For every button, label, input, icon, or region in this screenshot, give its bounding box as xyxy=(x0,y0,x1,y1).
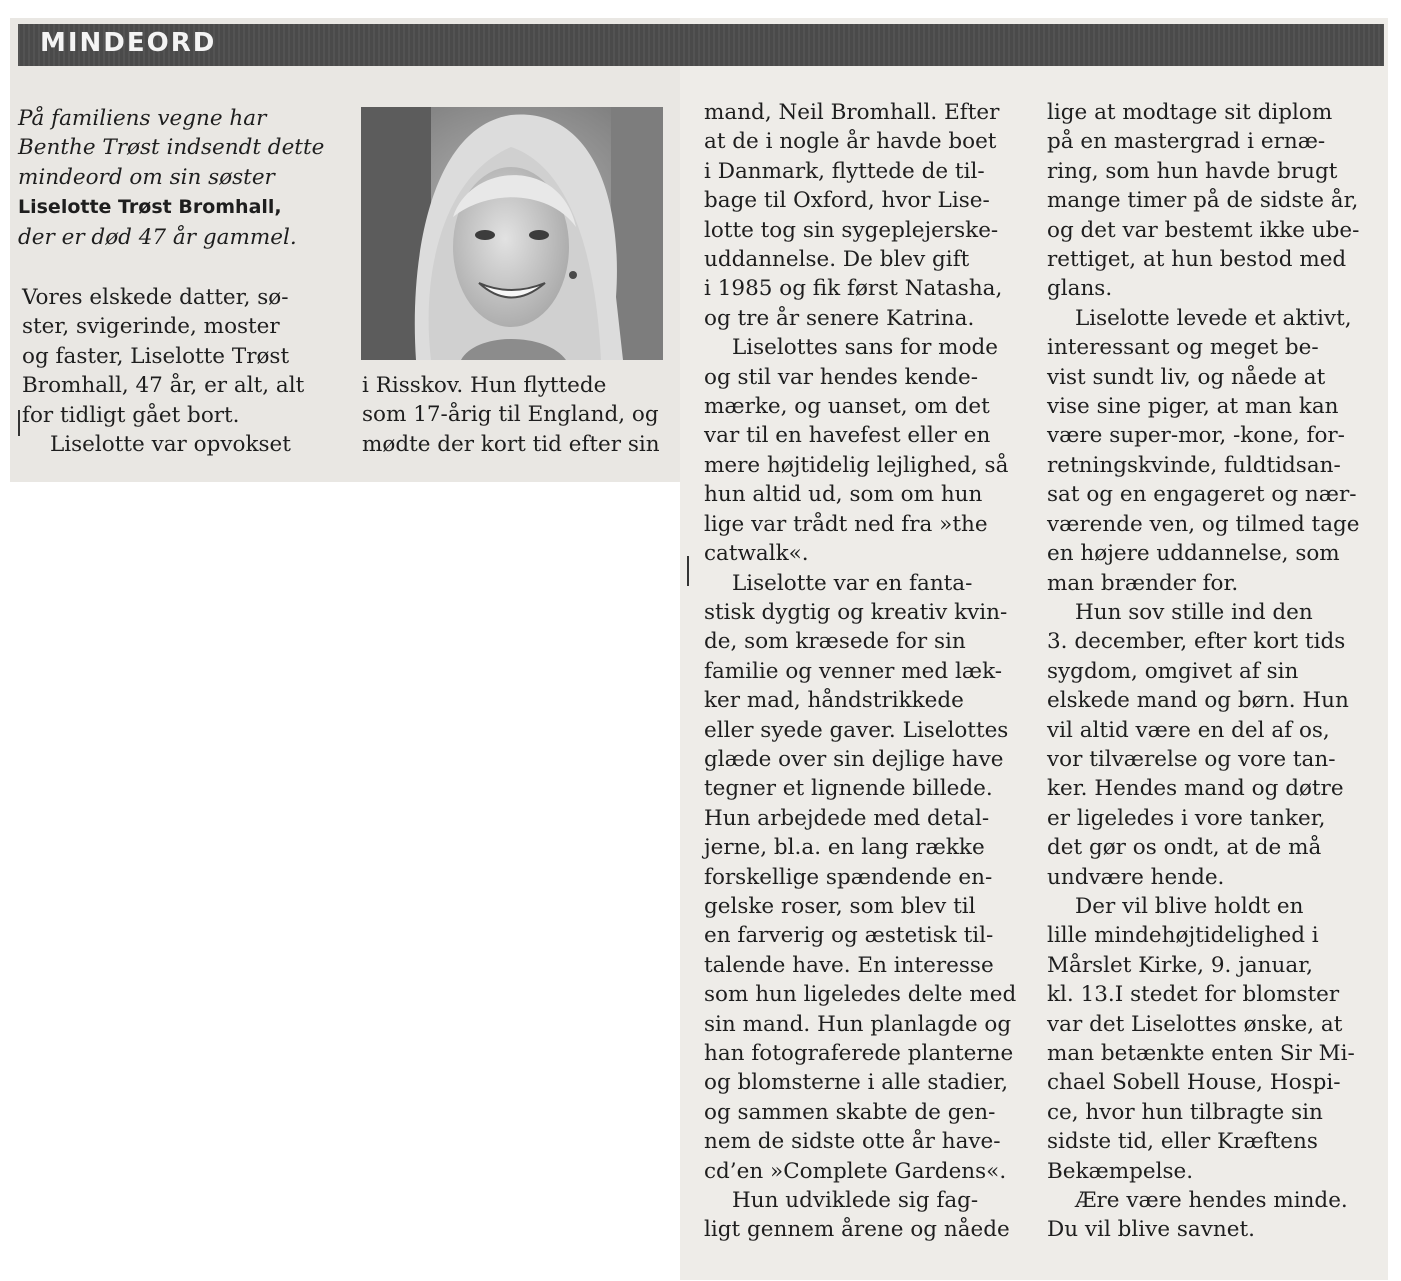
text-line: familie og venner med læk- xyxy=(704,658,1002,684)
text-line: Liselotte var opvokset xyxy=(50,432,291,458)
text-line: Du vil blive savnet. xyxy=(1047,1217,1255,1243)
intro-italic xyxy=(18,104,338,252)
text-line: vil altid være en del af os, xyxy=(1047,717,1330,743)
text-line: han fotograferede planterne xyxy=(704,1041,1014,1066)
text-line: glans. xyxy=(1047,276,1113,302)
text-line: lotte tog sin sygeplejerske- xyxy=(704,217,999,243)
text-line: Liselotte levede et aktivt, xyxy=(1075,305,1352,331)
text-line: vist sundt liv, og nåede at xyxy=(1047,364,1326,390)
text-line: forskellige spændende en- xyxy=(704,864,993,890)
column-2 xyxy=(362,371,672,459)
text-line: og tre år senere Katrina. xyxy=(704,305,975,331)
paragraph xyxy=(22,430,342,459)
text-line: Der vil blive holdt en xyxy=(1075,893,1304,919)
text-line: lige var trådt ned fra »the xyxy=(704,511,988,537)
paragraph xyxy=(1047,98,1379,304)
text-line: på en mastergrad i ernæ- xyxy=(1047,129,1326,155)
intro-line: der er død 47 år gammel. xyxy=(18,224,297,250)
text-line: ligt gennem årene og nåede xyxy=(704,1217,1010,1243)
deceased-name: Liselotte Trøst Bromhall, xyxy=(18,196,282,219)
text-line: sin mand. Hun planlagde og xyxy=(704,1011,1012,1037)
text-line: mødte der kort tid efter sin xyxy=(362,431,660,457)
text-line: ster, svigerinde, moster xyxy=(22,314,280,340)
text-line: chael Sobell House, Hospi- xyxy=(1047,1070,1341,1096)
print-mark xyxy=(687,556,689,586)
text-line: ring, som hun havde brugt xyxy=(1047,158,1338,184)
text-line: i Risskov. Hun flyttede xyxy=(362,373,607,398)
text-line: cd’en »Complete Gardens«. xyxy=(704,1158,1007,1184)
text-line: hun altid ud, som om hun xyxy=(704,482,983,508)
text-line: ker mad, håndstrikkede xyxy=(704,688,964,714)
text-line: Vores elskede datter, sø- xyxy=(22,285,289,310)
text-line: en farverig og æstetisk til- xyxy=(704,923,994,949)
text-line: tegner et lignende billede. xyxy=(704,776,993,802)
column-4 xyxy=(1047,98,1379,1245)
text-line: som hun ligeledes delte med xyxy=(704,982,1017,1008)
paragraph xyxy=(22,283,342,430)
text-line: ce, hvor hun tilbragte sin xyxy=(1047,1099,1323,1125)
text-line: Hun sov stille ind den xyxy=(1075,599,1313,625)
text-line: uddannelse. De blev gift xyxy=(704,247,970,273)
text-line: interessant og meget be- xyxy=(1047,335,1319,361)
text-line: sidste tid, eller Kræftens xyxy=(1047,1129,1318,1155)
text-line: en højere uddannelse, som xyxy=(1047,541,1340,567)
text-line: glæde over sin dejlige have xyxy=(704,746,1004,772)
text-line: vise sine piger, at man kan xyxy=(1047,394,1339,420)
paragraph xyxy=(1047,304,1379,598)
text-line: Mårslet Kirke, 9. januar, xyxy=(1047,952,1313,978)
text-line: sygdom, omgivet af sin xyxy=(1047,658,1299,684)
column-1 xyxy=(22,283,342,459)
text-line: lille mindehøjtidelighed i xyxy=(1047,923,1319,949)
text-line: Bromhall, 47 år, er alt, alt xyxy=(22,373,305,399)
text-line: mand, Neil Bromhall. Efter xyxy=(704,100,1000,125)
text-line: retningskvinde, fuldtidsan- xyxy=(1047,452,1341,478)
text-line: mere højtidelig lejlighed, så xyxy=(704,452,1009,478)
text-line: mange timer på de sidste år, xyxy=(1047,188,1359,214)
text-line: rettiget, at hun bestod med xyxy=(1047,247,1347,273)
text-line: mærke, og uanset, om det xyxy=(704,394,990,420)
text-line: eller syede gaver. Liselottes xyxy=(704,717,1009,743)
text-line: kl. 13.I stedet for blomster xyxy=(1047,982,1340,1008)
text-line: at de i nogle år havde boet xyxy=(704,129,997,155)
text-line: 3. december, efter kort tids xyxy=(1047,629,1346,655)
column-3 xyxy=(704,98,1036,1245)
portrait-photo xyxy=(361,107,663,360)
paragraph xyxy=(1047,1186,1379,1245)
text-line: vor tilværelse og vore tan- xyxy=(1047,746,1336,772)
text-line: det gør os ondt, at de må xyxy=(1047,835,1322,861)
text-line: catwalk«. xyxy=(704,541,809,567)
text-line: og stil var hendes kende- xyxy=(704,364,978,390)
text-line: Hun udviklede sig fag- xyxy=(732,1188,979,1214)
paragraph xyxy=(1047,892,1379,1186)
text-line: jerne, bl.a. en lang række xyxy=(704,835,985,861)
text-line: Hun arbejdede med detal- xyxy=(704,805,990,831)
text-line: Bekæmpelse. xyxy=(1047,1158,1194,1184)
text-line: sat og en engageret og nær- xyxy=(1047,482,1357,508)
text-line: og sammen skabte de gen- xyxy=(704,1099,996,1125)
paragraph xyxy=(704,333,1036,568)
text-line: bage til Oxford, hvor Lise- xyxy=(704,188,990,214)
text-line: stisk dygtig og kreativ kvin- xyxy=(704,599,1008,625)
text-line: og blomsterne i alle stadier, xyxy=(704,1070,1009,1096)
text-line: man betænkte enten Sir Mi- xyxy=(1047,1041,1355,1066)
text-line: og det var bestemt ikke ube- xyxy=(1047,217,1360,243)
text-line: lige at modtage sit diplom xyxy=(1047,100,1333,125)
intro-line: På familiens vegne har xyxy=(18,106,267,131)
text-line: gelske roser, som blev til xyxy=(704,893,976,919)
portrait-illustration xyxy=(361,107,663,360)
text-line: elskede mand og børn. Hun xyxy=(1047,688,1349,714)
text-line: var til en havefest eller en xyxy=(704,423,991,449)
text-line: var det Liselottes ønske, at xyxy=(1047,1011,1343,1037)
text-line: for tidligt gået bort. xyxy=(22,402,240,428)
text-line: nem de sidste otte år have- xyxy=(704,1129,1001,1155)
text-line: i Danmark, flyttede de til- xyxy=(704,158,985,184)
print-mark xyxy=(18,410,20,436)
text-line: de, som kræsede for sin xyxy=(704,629,966,655)
text-line: talende have. En interesse xyxy=(704,952,994,978)
intro-line: Benthe Trøst indsendt dette xyxy=(18,135,325,161)
paragraph xyxy=(704,98,1036,333)
text-line: Liselottes sans for mode xyxy=(732,335,998,361)
paragraph xyxy=(704,569,1036,1187)
text-line: som 17-årig til England, og xyxy=(362,402,659,428)
text-line: i 1985 og fik først Natasha, xyxy=(704,276,1003,302)
intro-line: mindeord om sin søster xyxy=(18,164,275,190)
text-line: værende ven, og tilmed tage xyxy=(1047,511,1360,537)
text-line: undvære hende. xyxy=(1047,864,1225,890)
text-line: være super-mor, -kone, for- xyxy=(1047,423,1345,449)
text-line: og faster, Liselotte Trøst xyxy=(22,343,290,369)
text-line: er ligeledes i vore tanker, xyxy=(1047,805,1326,831)
paragraph xyxy=(704,1186,1036,1245)
section-banner xyxy=(18,24,1384,66)
section-label: MINDEORD xyxy=(40,28,217,58)
text-line: Liselotte var en fanta- xyxy=(732,570,973,596)
text-line: man brænder for. xyxy=(1047,570,1239,596)
paragraph xyxy=(1047,598,1379,892)
text-line: ker. Hendes mand og døtre xyxy=(1047,776,1344,802)
text-line: Ære være hendes minde. xyxy=(1075,1188,1348,1214)
paragraph xyxy=(362,371,672,459)
